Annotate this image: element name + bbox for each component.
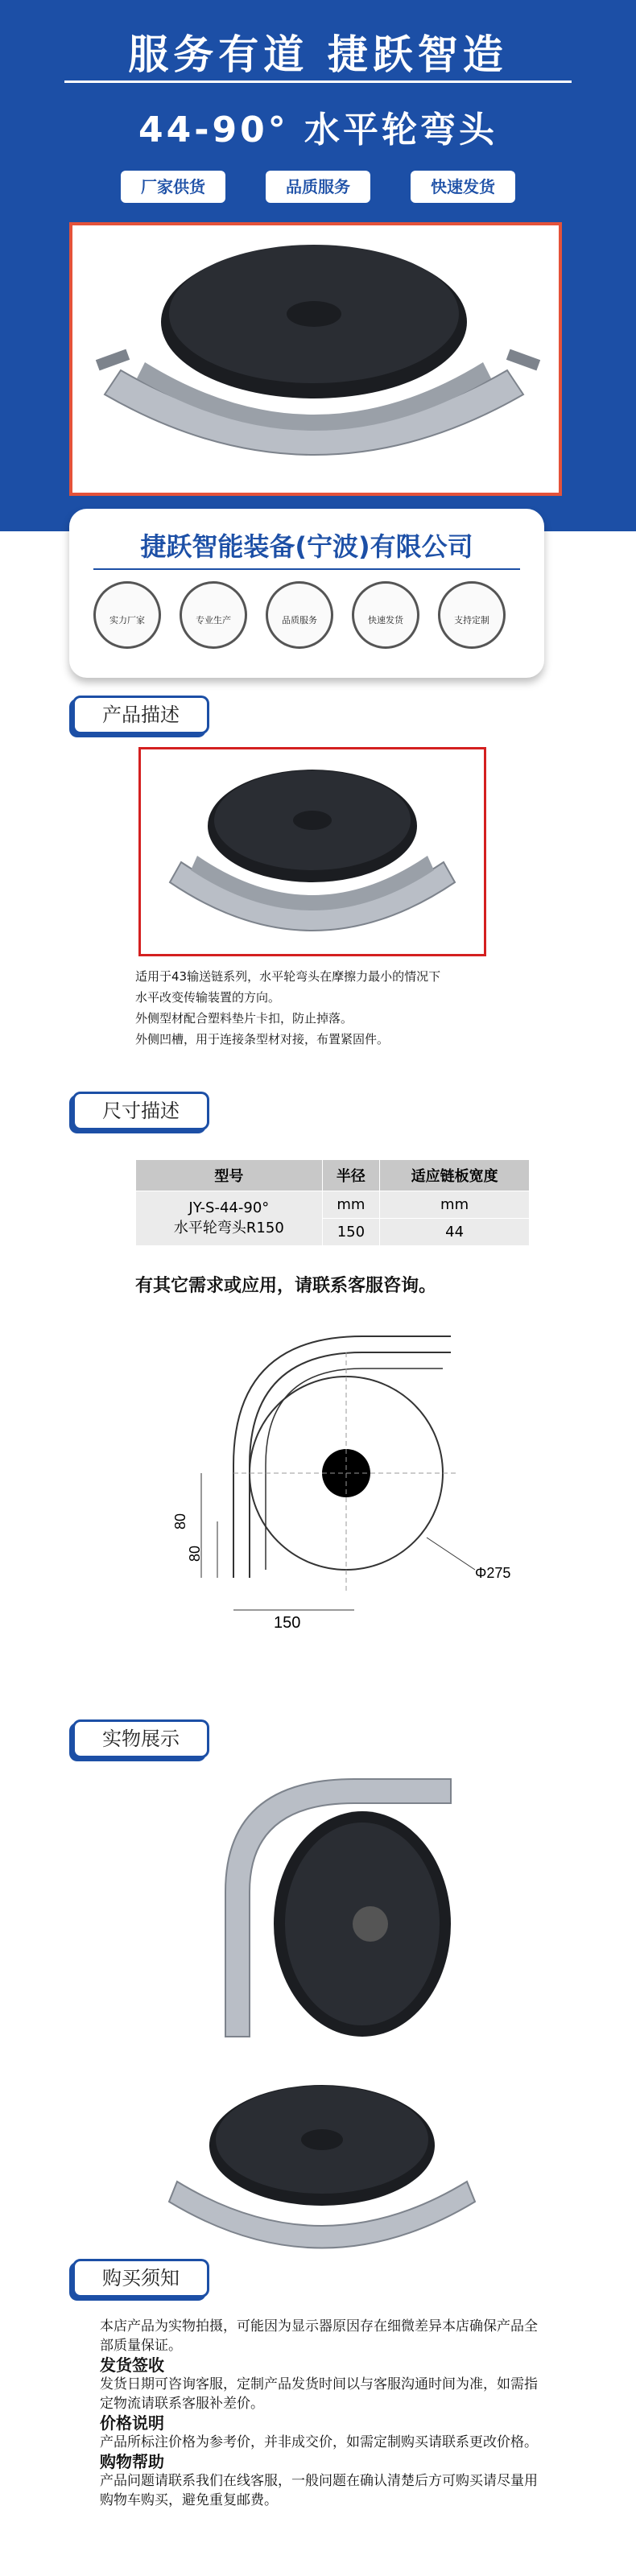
notes-intro: 本店产品为实物拍摄，可能因为显示器原因存在细微差异本店确保产品全部质量保证。 [100, 2318, 538, 2354]
hero-product-image [69, 222, 562, 496]
notes-price-text: 产品所标注价格为参考价，并非成交价，如需定制购买请联系更改价格。 [100, 2434, 538, 2450]
description-line: 外侧型材配合塑料垫片卡扣，防止掉落。 [135, 1011, 353, 1026]
table-cell: mm [380, 1191, 530, 1219]
contact-note: 有其它需求或应用，请联系客服咨询。 [135, 1276, 437, 1296]
badge-label: 支持定制 [454, 615, 489, 625]
table-header: 半径 [322, 1160, 379, 1191]
spec-table [135, 1159, 530, 1246]
dim-150: 150 [274, 1614, 301, 1632]
description-text [135, 966, 554, 1050]
pill-factory: 厂家供货 [121, 171, 225, 203]
slogan: 服务有道 捷跃智造 [128, 31, 508, 78]
product-title: 44-90° 水平轮弯头 [138, 109, 498, 151]
section-display: 实物展示 [72, 1719, 209, 1758]
notes-help-text: 产品问题请联系我们在线客服，一般问题在确认清楚后方可购买请尽量用购物车购买，避免重复邮费。 [100, 2473, 538, 2508]
section-size: 尺寸描述 [72, 1092, 209, 1130]
pill-quality: 品质服务 [266, 171, 370, 203]
badge-label: 品质服务 [282, 615, 317, 625]
dim-80-upper: 80 [172, 1513, 188, 1530]
description-line: 水平改变传输装置的方向。 [135, 990, 281, 1005]
badge-label: 专业生产 [196, 615, 231, 625]
dim-diameter: Φ275 [475, 1565, 511, 1581]
description-image [138, 747, 486, 956]
description-line: 适用于43输送链系列，水平轮弯头在摩擦力最小的情况下 [135, 969, 441, 984]
product-photo-side [177, 1763, 515, 2053]
notes-price-title: 价格说明 [100, 2413, 164, 2433]
bend-product-illustration [141, 749, 484, 954]
product-photo-top [153, 2069, 491, 2278]
divider [64, 80, 572, 83]
table-cell-model: JY-S-44-90° 水平轮弯头R150 [136, 1191, 323, 1246]
description-line: 外侧凹槽，用于连接条型材对接，布置紧固件。 [135, 1032, 390, 1046]
pill-fast-ship: 快速发货 [411, 171, 515, 203]
table-row [136, 1191, 530, 1219]
table-header: 型号 [136, 1160, 323, 1191]
dim-80-lower: 80 [187, 1545, 203, 1562]
table-cell: 150 [322, 1219, 379, 1246]
notes-help-title: 购物帮助 [100, 2452, 164, 2471]
table-header: 适应链板宽度 [380, 1160, 530, 1191]
company-name: 捷跃智能装备(宁波)有限公司 [140, 531, 473, 562]
purchase-notes [100, 2317, 551, 2510]
bend-product-illustration [72, 225, 559, 493]
notes-ship-text: 发货日期可咨询客服，定制产品发货时间以与客服沟通时间为准，如需指定物流请联系客服补差价。 [100, 2376, 538, 2412]
badge-label: 实力厂家 [109, 615, 145, 625]
table-cell: mm [322, 1191, 379, 1219]
divider [93, 568, 520, 570]
technical-drawing [153, 1304, 555, 1642]
badge-label: 快速发货 [368, 615, 403, 625]
section-purchase: 购买须知 [72, 2259, 209, 2297]
company-card [69, 509, 544, 678]
table-header-row [136, 1160, 530, 1191]
section-description: 产品描述 [72, 696, 209, 734]
table-cell: 44 [380, 1219, 530, 1246]
notes-ship-title: 发货签收 [100, 2355, 164, 2375]
